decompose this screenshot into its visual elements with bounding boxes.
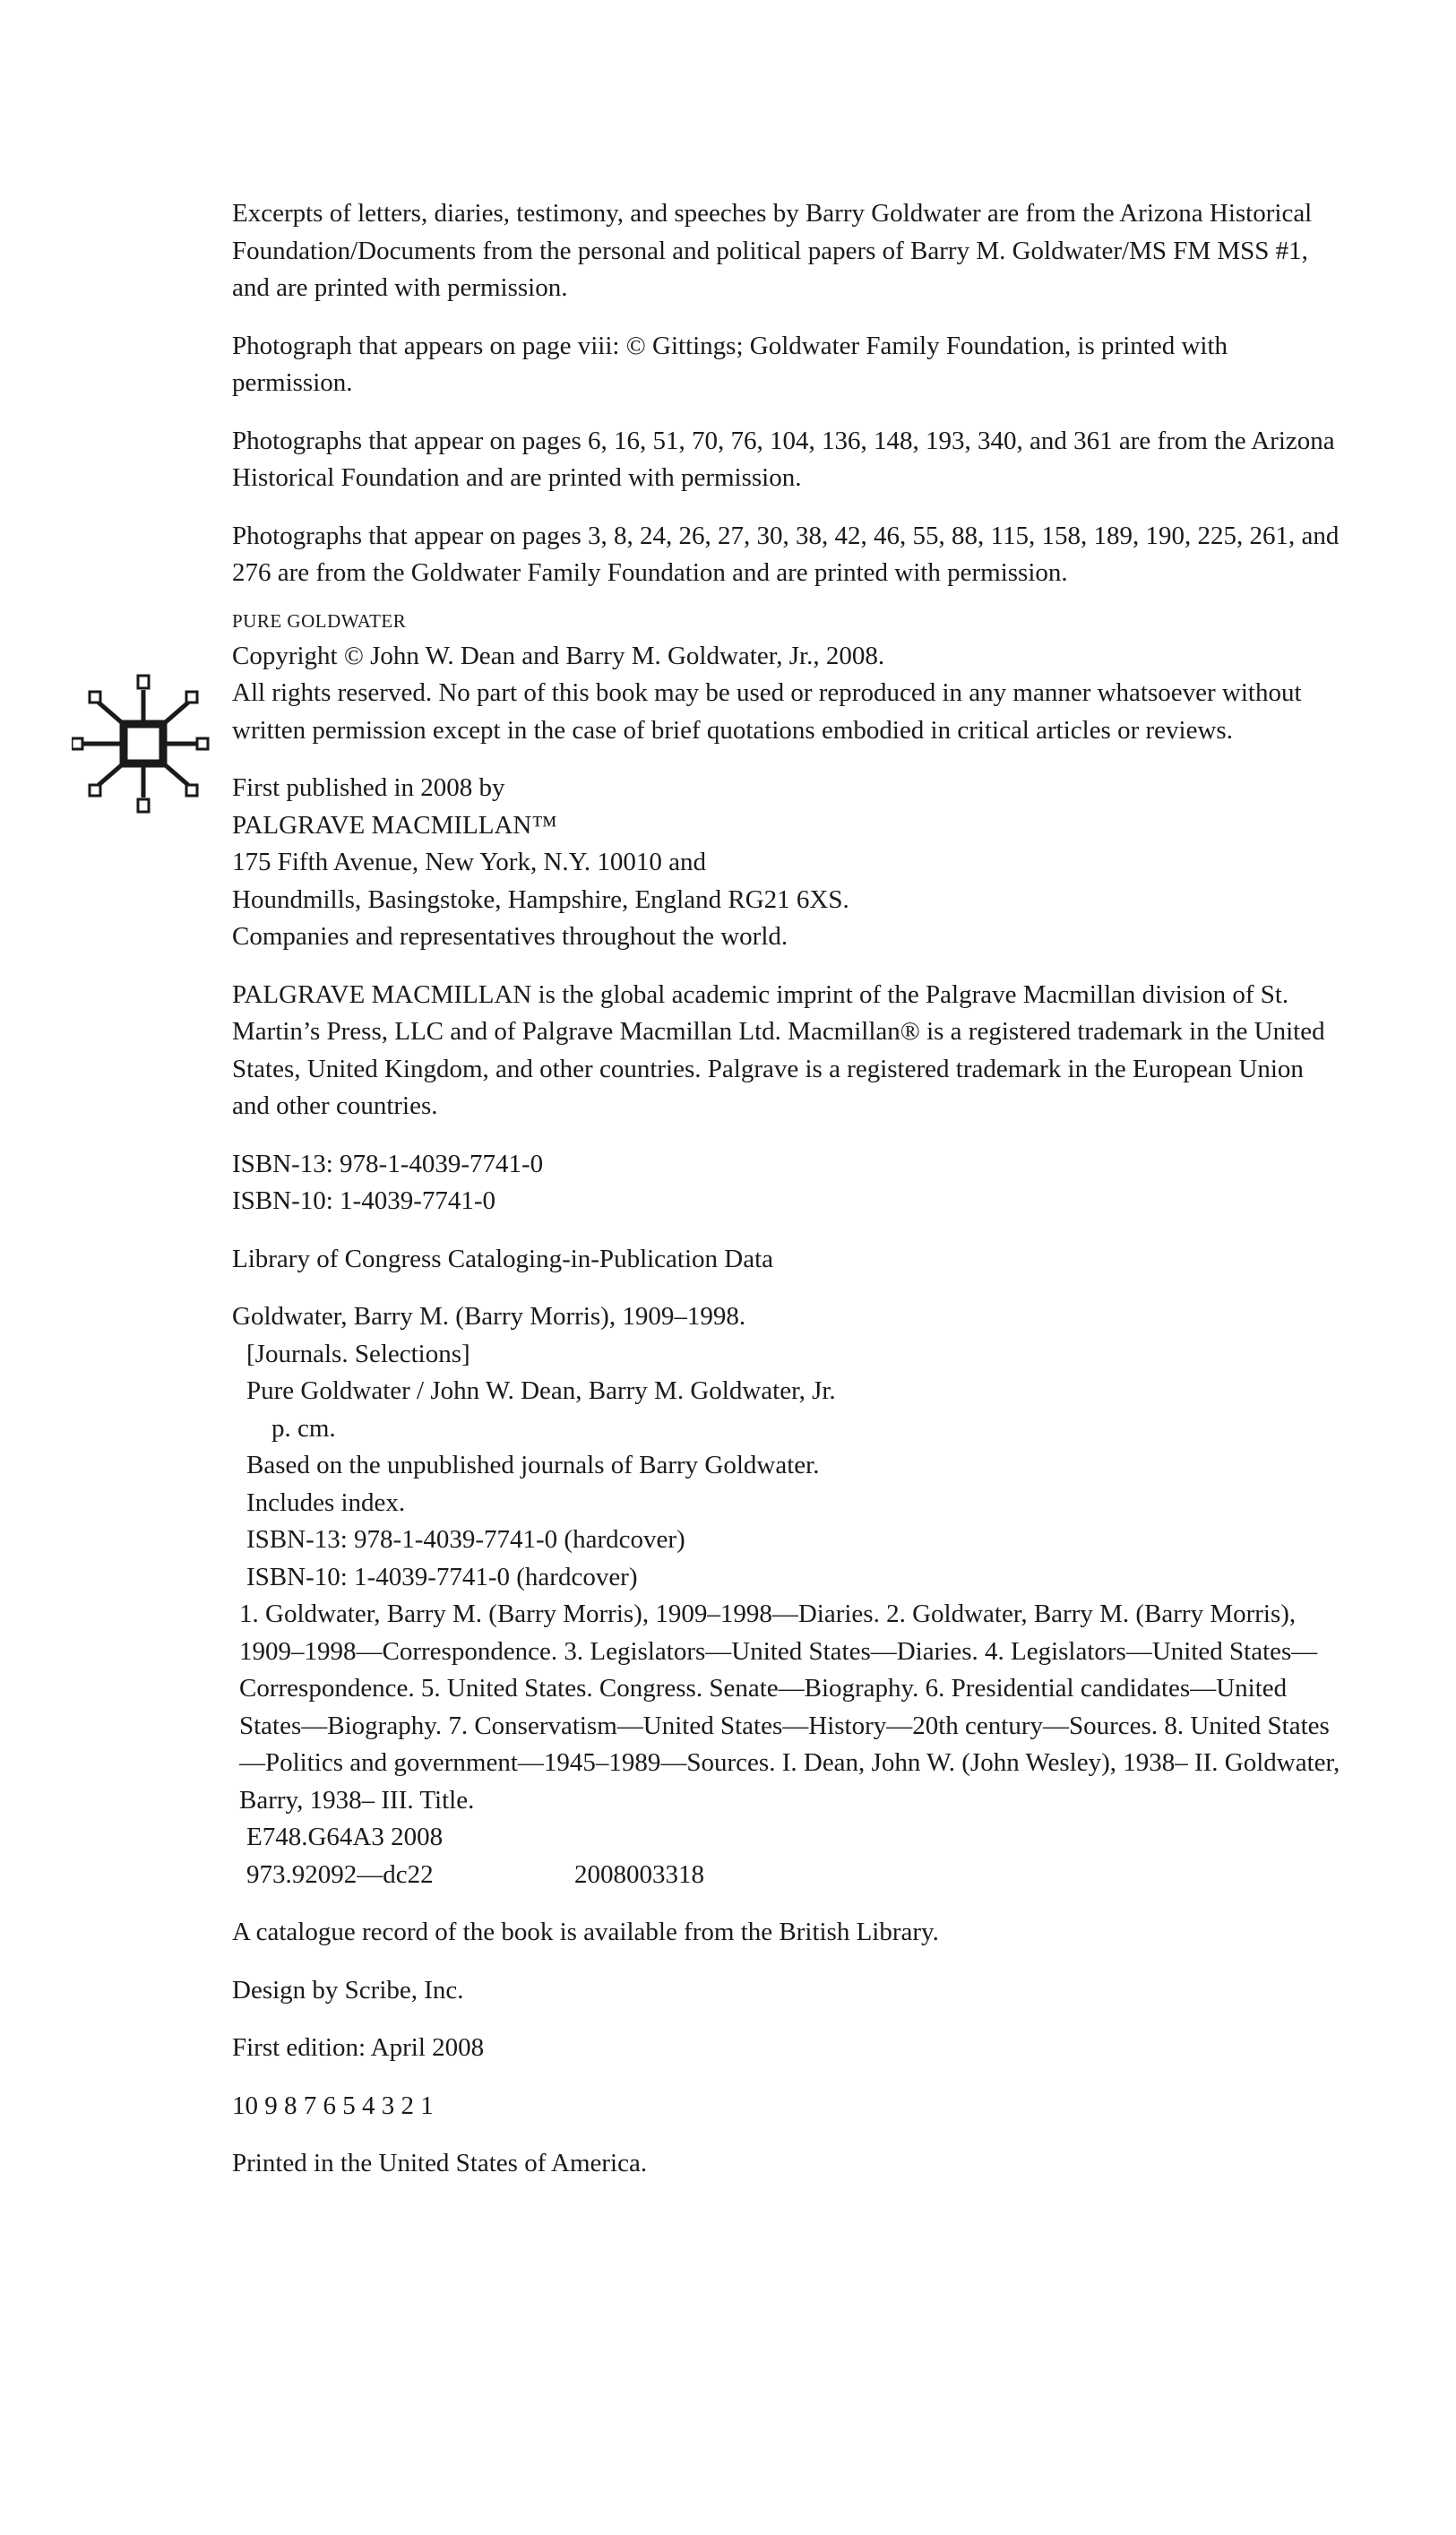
cip-main-entry: Goldwater, Barry M. (Barry Morris), 1909–1998. [232, 1302, 746, 1331]
cip-call-number: E748.G64A3 2008 [246, 1823, 444, 1851]
cip-title: Pure Goldwater / John W. Dean, Barry M. Goldwater, Jr. [246, 1376, 836, 1405]
isbn-10: ISBN-10: 1-4039-7741-0 [232, 1186, 496, 1215]
credit-photos-gff: Photographs that appear on pages 3, 8, 24, 26, 27, 30, 38, 42, 46, 55, 88, 115, 158, 189, 190, 225, 261, and 276 are from the Goldwater Family Foundation and are printed with permission. [232, 521, 1340, 587]
book-title: PURE GOLDWATER [232, 609, 407, 632]
publisher-block [232, 770, 1343, 956]
credit-letters: Excerpts of letters, diaries, testimony, and speeches by Barry Goldwater are from the Arizona Historical Foundation/Documents from the personal and political papers of Barry M. Goldwater/MS FM MSS #1, and are printed with permission. [232, 199, 1313, 302]
cip-classification [232, 1857, 1343, 1894]
cip-note: Based on the unpublished journals of Barry Goldwater. [246, 1451, 820, 1479]
publisher-line: First published in 2008 by [232, 773, 505, 802]
publisher-logo-icon [72, 672, 215, 815]
cip-dewey: 973.92092—dc22 [246, 1859, 434, 1889]
publisher-line: 175 Fifth Avenue, New York, N.Y. 10010 and [232, 848, 706, 876]
copyright-line: Copyright © John W. Dean and Barry M. Goldwater, Jr., 2008. [232, 641, 885, 670]
credit-photo-viii: Photograph that appears on page viii: © Gittings; Goldwater Family Foundation, is printed with permission. [232, 331, 1228, 397]
cip-collation: p. cm. [271, 1413, 336, 1443]
cip-lccn: 2008003318 [574, 1859, 704, 1889]
publisher-line: Houndmills, Basingstoke, Hampshire, England RG21 6XS. [232, 884, 849, 914]
cip-isbn: ISBN-13: 978-1-4039-7741-0 (hardcover) [246, 1525, 685, 1554]
edition: First edition: April 2008 [232, 2033, 485, 2062]
printing-line: 10 9 8 7 6 5 4 3 2 1 [232, 2091, 434, 2120]
cip-uniform-title: [Journals. Selections] [246, 1339, 470, 1368]
cip-block [232, 1298, 1343, 1893]
imprint-note: PALGRAVE MACMILLAN is the global academic imprint of the Palgrave Macmillan division of St. Martin’s Press, LLC and of Palgrave Macmillan Ltd. Macmillan® is a registered trademark in the United States, United Kingdom, and other countries. Palgrave is a registered trademark in the European Union and other countries. [232, 979, 1325, 1120]
cip-subjects: 1. Goldwater, Barry M. (Barry Morris), 1909–1998—Diaries. 2. Goldwater, Barry M. (Barry Morris), 1909–1998—Correspondence. 3. Legislators—United States—Diaries. 4. Legislators—United States—Correspondence. 5. United States. Congress. Senate—Biography. 6. Presidential candidates—United States—Biography. 7. Conservatism—United States—History—20th century—Sources. 8. United States—Politics and government—1945–1989—Sources. I. Dean, John W. (John Wesley), 1938– II. Goldwater, Barry, 1938– III. Title. [239, 1599, 1340, 1815]
credit-photos-ahf: Photographs that appear on pages 6, 16, 51, 70, 76, 104, 136, 148, 193, 340, and 361 are from the Arizona Historical Foundation and are printed with permission. [232, 426, 1335, 492]
cip-note: Includes index. [246, 1487, 406, 1517]
publisher-line: Companies and representatives throughout the world. [232, 922, 788, 951]
copyright-page [232, 195, 1343, 2203]
cip-isbn: ISBN-10: 1-4039-7741-0 (hardcover) [246, 1562, 638, 1591]
isbn-block [232, 1146, 1343, 1220]
printed-in: Printed in the United States of America. [232, 2149, 648, 2177]
catalogue-record: A catalogue record of the book is available from the British Library. [232, 1918, 939, 1946]
isbn-13: ISBN-13: 978-1-4039-7741-0 [232, 1149, 544, 1178]
cip-heading: Library of Congress Cataloging-in-Publication Data [232, 1244, 774, 1273]
publisher-line: PALGRAVE MACMILLAN™ [232, 810, 557, 840]
rights-statement: All rights reserved. No part of this book may be used or reproduced in any manner whatsoever without written permission except in the case of brief quotations embodied in critical articles or reviews. [232, 678, 1302, 745]
design-credit: Design by Scribe, Inc. [232, 1975, 464, 2005]
